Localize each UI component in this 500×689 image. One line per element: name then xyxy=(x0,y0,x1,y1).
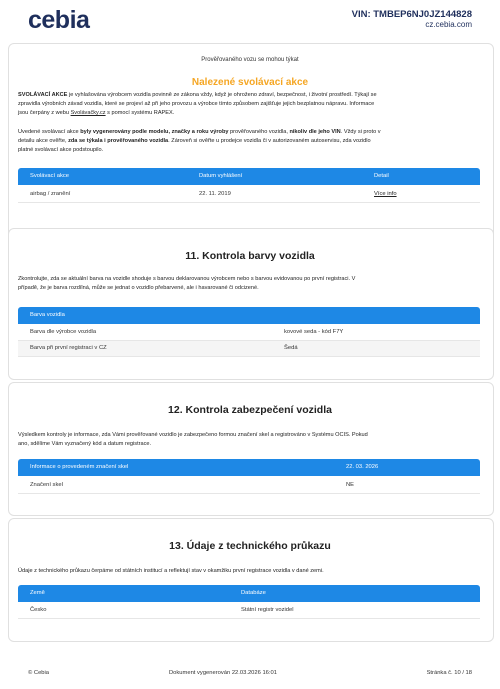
color-section-title: 11. Kontrola barvy vozidla xyxy=(185,250,315,262)
table-row xyxy=(18,603,480,619)
techcard-table-header xyxy=(18,585,480,602)
col-color: Barva vozidla xyxy=(30,312,65,318)
recall-paragraph-2 xyxy=(18,128,480,155)
table-row xyxy=(18,341,480,357)
techcard-card xyxy=(8,518,494,642)
text: platné svolávací akce podstoupilo. xyxy=(18,147,104,153)
site-url: cz.cebia.com xyxy=(425,20,472,29)
footer-copyright: © Cebia xyxy=(28,670,50,676)
recall-paragraph-1 xyxy=(18,91,480,118)
col-database: Databáze xyxy=(241,590,266,596)
table-row xyxy=(18,187,480,203)
col-recall-detail: Detail xyxy=(374,173,389,179)
col-recall-action: Svolávací akce xyxy=(30,173,69,179)
text: . Zároveň si ověřte u prodejce vozidla či v autorizovaném autoservisu, zda vozidlo xyxy=(168,138,371,144)
color-label: Barva při první registraci v CZ xyxy=(30,345,107,351)
text: jsou čerpány z webu xyxy=(18,110,71,116)
col-check-date: 22. 03. 2026 xyxy=(346,464,379,470)
security-section-title: 12. Kontrola zabezpečení vozidla xyxy=(168,404,332,416)
glass-marking-value: NE xyxy=(346,482,355,488)
recall-title: Nalezené svolávací akce xyxy=(191,77,309,88)
recall-term: SVOLÁVACÍ AKCE xyxy=(18,92,68,98)
security-paragraph xyxy=(18,431,480,449)
color-paragraph xyxy=(18,275,480,293)
text: . Vždy si proto v xyxy=(340,129,381,135)
text: s pomocí systému RAPEX. xyxy=(105,110,175,116)
country-cell: Česko xyxy=(30,607,47,613)
color-value: Šedá xyxy=(284,345,298,351)
text: prověřovaného vozidla, xyxy=(228,129,290,135)
table-row xyxy=(18,478,480,494)
recall-table-header xyxy=(18,168,480,185)
vin-number: VIN: TMBEP6NJ0JZ144828 xyxy=(351,9,472,20)
techcard-paragraph xyxy=(18,567,480,576)
text: Výsledkem kontroly je informace, zda Vámi prověřované vozidlo je zabezpečeno formou značení skel a registrováno v Systému OCIS. Pokud xyxy=(18,432,368,438)
text: Zkontrolujte, zda se aktuální barva na vozidle shoduje s barvou deklarovanou výrobcem nebo s barvou evidovanou po první registraci. V xyxy=(18,276,356,282)
col-glass-marking: Informace o provedeném značení skel xyxy=(30,464,129,470)
glass-marking-label: Značení skel xyxy=(30,482,63,488)
color-value: kovové seda - kód F7Y xyxy=(284,329,344,335)
database-cell: Státní registr vozidel xyxy=(241,607,294,613)
recall-date-cell: 22. 11. 2019 xyxy=(199,191,231,197)
col-recall-date: Datum vyhlášení xyxy=(199,173,243,179)
text: zda se týkala i prověřovaného vozidla xyxy=(68,138,169,144)
col-country: Země xyxy=(30,590,45,596)
footer-page-number: Stránka č. 10 / 18 xyxy=(426,670,472,676)
text: Uvedené svolávací akce xyxy=(18,129,81,135)
text: nikoliv dle jeho VIN xyxy=(289,129,341,135)
recall-intro: Prověřovaného vozu se mohou týkat xyxy=(201,57,299,63)
svolavacky-link[interactable]: Svolávačky.cz xyxy=(70,110,106,116)
recall-action-cell: airbag / zranění xyxy=(30,191,71,197)
text: případě, že je barva rozdílná, může se jednat o vozidlo přebarvené, ale i havarované či odcizené. xyxy=(18,285,259,291)
text: zpravidla výrobních závad vozidla, které se projeví až při jeho provozu a výrobce tímto způsobem zajišťuje jejich bezplatnou nápravu. Informace xyxy=(18,101,375,107)
techcard-section-title: 13. Údaje z technického průkazu xyxy=(169,540,331,552)
cebia-logo: cebia xyxy=(28,6,90,34)
color-label: Barva dle výrobce vozidla xyxy=(30,329,97,335)
footer-generated: Dokument vygenerován 22.03.2026 16:01 xyxy=(169,670,277,676)
color-table-header xyxy=(18,307,480,324)
text: ano, sdělíme Vám vyznačený kód a datum registrace. xyxy=(18,441,152,447)
text: byly vygenerovány podle modelu, značky a roku výroby xyxy=(80,129,229,135)
more-info-link[interactable]: Více info xyxy=(374,191,397,197)
text: je vyhlašována výrobcem vozidla povinně ze zákona vždy, když je ohroženo zdraví, bezpečnost, i životní prostředí. Týkají se xyxy=(67,92,377,98)
security-card xyxy=(8,382,494,516)
text: Údaje z technického průkazu čerpáme od státních institucí a reflektují stav v okamžiku první registrace vozidla v dané zemi. xyxy=(18,568,324,574)
text: detailu akce ověřte, xyxy=(18,138,69,144)
security-table-header xyxy=(18,459,480,476)
table-row xyxy=(18,325,480,341)
